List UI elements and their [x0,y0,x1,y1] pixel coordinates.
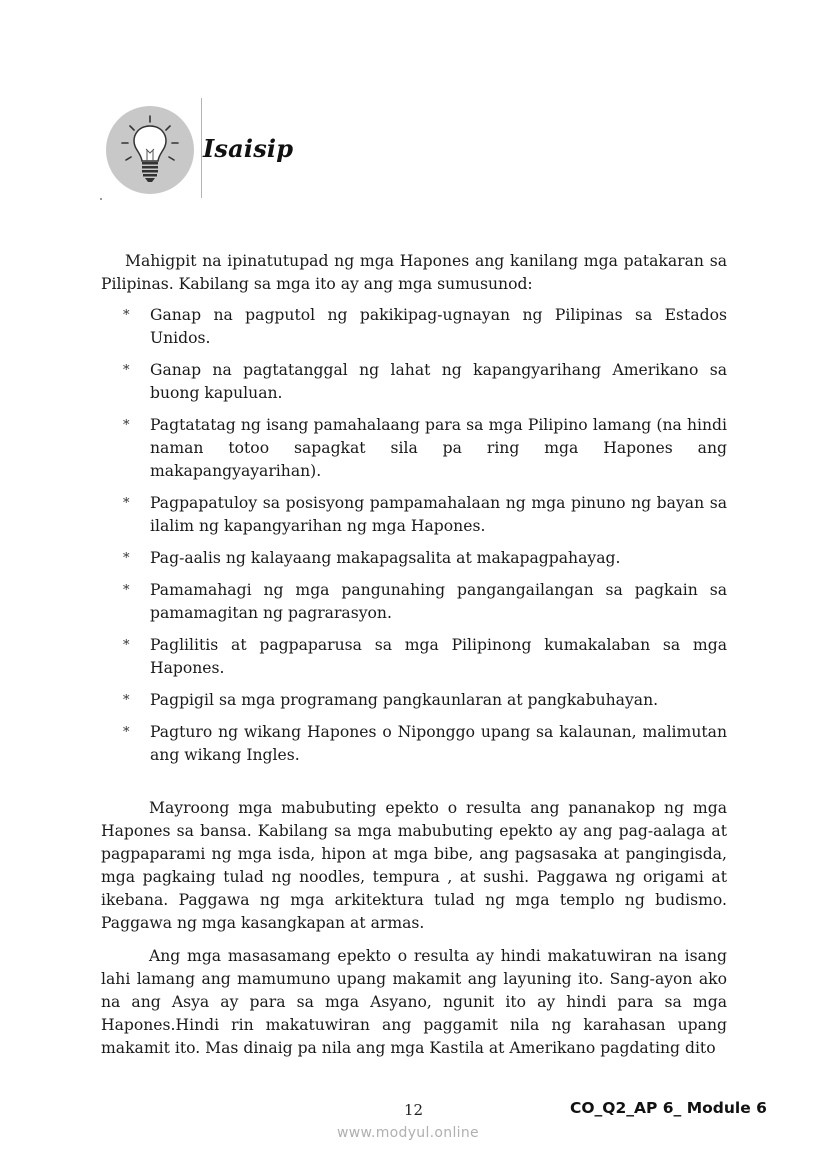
bad-effects-paragraph: Ang mga masasamang epekto o resulta ay hindi makatuwiran na isang lahi lamang ang mamumuno upang makamit ang layuning ito. Sang-ayon ako na ang Asya ay para sa mga Asyano, ngunit ito ay hindi para sa mga Hapones.Hindi rin makatuwiran ang paggamit nila ng karahasan upang makamit ito. Mas dinaig pa nila ang mga Kastila at Amerikano pagdating dito [101,947,727,1057]
intro-paragraph: Mahigpit na ipinatutupad ng mga Hapones ang kanilang mga patakaran sa Pilipinas. Kabilang sa mga ito ay ang mga sumusunod: [101,252,727,293]
asterisk-bullet-icon: * [123,551,130,566]
list-item: * Pag-aalis ng kalayaang makapagsalita at makapagpahayag. [101,547,727,570]
list-item: * Ganap na pagtatanggal ng lahat ng kapangyarihang Amerikano sa buong kapuluan. [123,361,727,402]
list-item: * Pagpigil sa mga programang pangkaunlaran at pangkabuhayan. [101,689,727,712]
asterisk-bullet-icon: * [123,725,130,740]
asterisk-bullet-icon: * [123,638,130,653]
watermark-link[interactable]: www.modyul.online [337,1125,479,1141]
page-number: 12 [404,1101,424,1119]
good-effects-paragraph: Mayroong mga mabubuting epekto o resulta ang pananakop ng mga Hapones sa bansa. Kabilang sa mga mabubuting epekto ay ang pag-aalaga at pagpaparami ng mga isda, hipon at mga bibe, ang pagsasaka at pangingisda, mga pagkaing tulad ng noodles, tempura , at sushi. Paggawa ng origami at ikebana. Paggawa ng mga arkitektura tulad ng mga templo ng budismo. Paggawa ng mga kasangkapan at armas. [101,799,727,932]
list-item: * Ganap na pagputol ng pakikipag-ugnayan ng Pilipinas sa Estados Unidos. [123,306,727,347]
list-item: * Pagtatatag ng isang pamahalaang para sa mga Pilipino lamang (na hindi naman totoo sapagkat sila pa ring mga Hapones ang makapangyayarihan). [123,416,727,480]
asterisk-bullet-icon: * [123,363,130,378]
module-code: CO_Q2_AP 6_ Module 6 [570,1099,767,1117]
section-header [100,98,400,202]
asterisk-bullet-icon: * [123,308,130,323]
asterisk-bullet-icon: * [123,583,130,598]
policy-list [101,304,727,767]
lightbulb-icon [106,106,194,194]
list-item: * Pagpapatuloy sa posisyong pampamahalaan ng mga pinuno ng bayan sa ilalim ng kapangyarihan ng mga Hapones. [123,494,727,535]
document-body [101,250,727,1060]
asterisk-bullet-icon: * [123,496,130,511]
header-divider [201,98,202,198]
list-item: * Pamamahagi ng mga pangunahing pangangailangan sa pagkain sa pamamagitan ng pagrarasyon. [123,581,727,622]
section-title: Isaisip [203,134,294,163]
list-item: * Pagturo ng wikang Hapones o Niponggo upang sa kalaunan, malimutan ang wikang Ingles. [123,723,727,764]
list-item: * Paglilitis at pagpaparusa sa mga Pilipinong kumakalaban sa mga Hapones. [123,636,727,677]
asterisk-bullet-icon: * [123,693,130,708]
asterisk-bullet-icon: * [123,418,130,433]
decorative-dot [100,198,102,200]
